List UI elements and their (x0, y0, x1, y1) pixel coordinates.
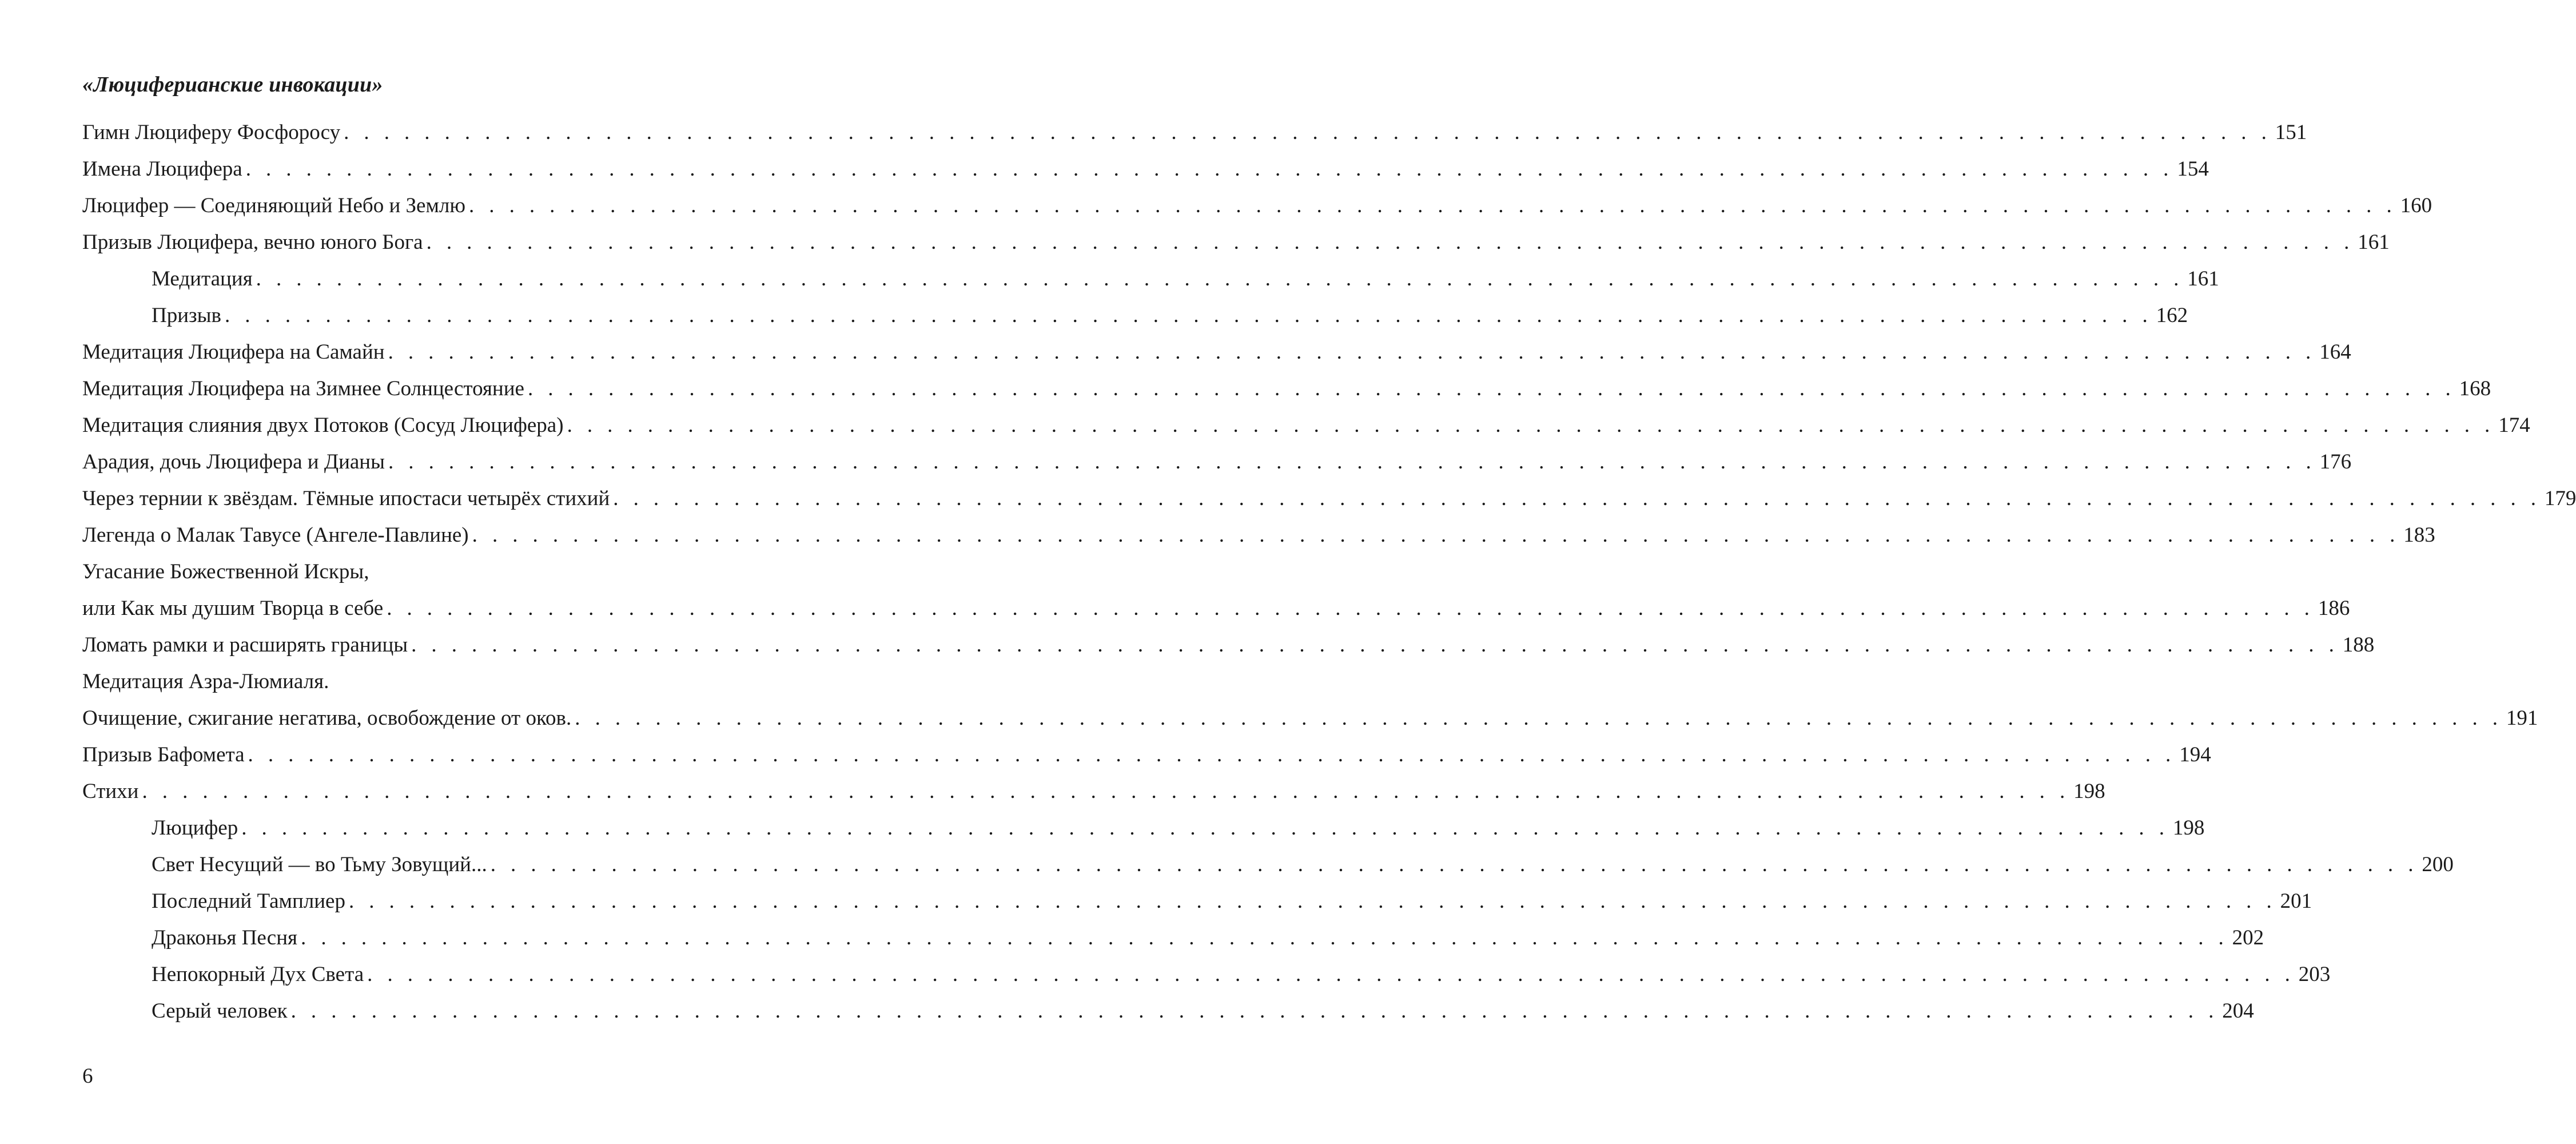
toc-entry-page: 174 (2498, 414, 2530, 437)
dot-leader: . . . . . . . . . . . . . . . . . . . . . . . . . . . . . . . . . . . . . . . . . . . . . . . . . . . . . . . . . . . . . . . . . . . . . . . . . . . . . . . . . . . . . . . . . . . . . . . . (241, 816, 2169, 840)
dot-leader: . . . . . . . . . . . . . . . . . . . . . . . . . . . . . . . . . . . . . . . . . . . . . . . . . . . . . . . . . . . . . . . . . . . . . . . . . . . . . . . . . . . . . . . . . . . . . . . . (348, 889, 2277, 913)
dot-leader: . . . . . . . . . . . . . . . . . . . . . . . . . . . . . . . . . . . . . . . . . . . . . . . . . . . . . . . . . . . . . . . . . . . . . . . . . . . . . . . . . . . . . . . . . . . . . . . . (344, 121, 2272, 144)
toc-entry-title: Гимн Люциферу Фосфоросу (82, 121, 341, 144)
toc-entry-page: 176 (2319, 450, 2352, 474)
toc-subentry (82, 297, 2188, 334)
dot-leader: . . . . . . . . . . . . . . . . . . . . . . . . . . . . . . . . . . . . . . . . . . . . . . . . . . . . . . . . . . . . . . . . . . . . . . . . . . . . . . . . . . . . . . . . . . . . . . . . (472, 523, 2400, 547)
toc-entry-page: 194 (2179, 743, 2211, 766)
toc-entry (82, 627, 2375, 664)
toc-entry-title: Легенда о Малак Тавусе (Ангеле-Павлине) (82, 523, 469, 547)
toc-subentry (82, 810, 2205, 847)
dot-leader: . . . . . . . . . . . . . . . . . . . . . . . . . . . . . . . . . . . . . . . . . . . . . . . . . . . . . . . . . . . . . . . . . . . . . . . . . . . . . . . . . . . . . . . . . . . . . . . . (256, 267, 2184, 291)
dot-leader: . . . . . . . . . . . . . . . . . . . . . . . . . . . . . . . . . . . . . . . . . . . . . . . . . . . . . . . . . . . . . . . . . . . . . . . . . . . . . . . . . . . . . . . . . . . . . . . . (388, 450, 2316, 474)
toc-entry-page: 198 (2073, 780, 2105, 803)
dot-leader: . . . . . . . . . . . . . . . . . . . . . . . . . . . . . . . . . . . . . . . . . . . . . . . . . . . . . . . . . . . . . . . . . . . . . . . . . . . . . . . . . . . . . . . . . . . . . . . . (490, 853, 2418, 876)
toc-entry-page: 200 (2422, 853, 2454, 876)
toc-entry (82, 700, 2538, 737)
toc-entry-page: 168 (2459, 377, 2491, 400)
toc-entry (82, 737, 2211, 773)
toc-subentry (82, 993, 2254, 1030)
toc-entry (82, 773, 2105, 810)
toc-entry (82, 590, 2350, 627)
toc-entry-title: Непокорный Дух Света (152, 963, 364, 986)
dot-leader: . . . . . . . . . . . . . . . . . . . . . . . . . . . . . . . . . . . . . . . . . . . . . . . . . . . . . . . . . . . . . . . . . . . . . . . . . . . . . . . . . . . . . . . . . . . . . . . . (248, 743, 2176, 766)
toc-entry-page: 151 (2275, 121, 2307, 144)
toc-entry (82, 371, 2491, 407)
toc-entry-title: Арадия, дочь Люцифера и Дианы (82, 450, 385, 474)
toc-entry-title: Медитация Азра-Люмиаля. (82, 670, 329, 693)
toc-entry-page: 162 (2156, 304, 2188, 327)
dot-leader: . . . . . . . . . . . . . . . . . . . . . . . . . . . . . . . . . . . . . . . . . . . . . . . . . . . . . . . . . . . . . . . . . . . . . . . . . . . . . . . . . . . . . . . . . . . . . . . . (411, 633, 2339, 657)
toc-entry-page: 204 (2222, 999, 2254, 1023)
toc-entry-title: Призыв (152, 304, 221, 327)
toc-entry (82, 334, 2351, 371)
toc-subentry (82, 847, 2454, 883)
toc-entry-title: Призыв Бафомета (82, 743, 245, 766)
toc-entry-title: Медитация слияния двух Потоков (Сосуд Люцифера) (82, 414, 564, 437)
toc-entry-first-line (82, 664, 724, 700)
dot-leader: . . . . . . . . . . . . . . . . . . . . . . . . . . . . . . . . . . . . . . . . . . . . . . . . . . . . . . . . . . . . . . . . . . . . . . . . . . . . . . . . . . . . . . . . . . . . . . . . (575, 706, 2503, 730)
dot-leader: . . . . . . . . . . . . . . . . . . . . . . . . . . . . . . . . . . . . . . . . . . . . . . . . . . . . . . . . . . . . . . . . . . . . . . . . . . . . . . . . . . . . . . . . . . . . . . . . (301, 926, 2229, 950)
toc-entry-page: 179 (2544, 487, 2576, 510)
toc-entry-page: 154 (2177, 157, 2209, 181)
toc-entry-title: Люцифер — Соединяющий Небо и Землю (82, 194, 465, 217)
toc-entry (82, 444, 2352, 480)
table-of-contents (82, 114, 2576, 1030)
toc-entry-title: Последний Тамплиер (152, 889, 345, 913)
toc-entry-title: Драконья Песня (152, 926, 298, 950)
toc-entry (82, 480, 2576, 517)
toc-entry-title: Серый человек (152, 999, 288, 1023)
toc-entry-title: Имена Люцифера (82, 157, 242, 181)
toc-subentry (82, 883, 2312, 920)
dot-leader: . . . . . . . . . . . . . . . . . . . . . . . . . . . . . . . . . . . . . . . . . . . . . . . . . . . . . . . . . . . . . . . . . . . . . . . . . . . . . . . . . . . . . . . . . . . . . . . . (426, 231, 2354, 254)
toc-entry-first-line (82, 554, 724, 590)
toc-entry-title: Медитация (152, 267, 253, 291)
toc-entry-title: или Как мы душим Творца в себе (82, 597, 384, 620)
toc-entry-page: 161 (2187, 267, 2219, 291)
toc-subentry (82, 920, 2264, 956)
page-number: 6 (82, 1064, 93, 1088)
toc-entry-page: 203 (2298, 963, 2331, 986)
toc-entry-page: 198 (2172, 816, 2205, 840)
toc-entry-page: 201 (2280, 889, 2312, 913)
dot-leader: . . . . . . . . . . . . . . . . . . . . . . . . . . . . . . . . . . . . . . . . . . . . . . . . . . . . . . . . . . . . . . . . . . . . . . . . . . . . . . . . . . . . . . . . . . . . . . . . (142, 780, 2070, 803)
toc-entry (82, 114, 2307, 151)
toc-entry (82, 224, 2390, 261)
toc-entry-page: 164 (2319, 340, 2351, 364)
dot-leader: . . . . . . . . . . . . . . . . . . . . . . . . . . . . . . . . . . . . . . . . . . . . . . . . . . . . . . . . . . . . . . . . . . . . . . . . . . . . . . . . . . . . . . . . . . . . . . . . (388, 340, 2316, 364)
toc-entry (82, 188, 2432, 224)
toc-entry-page: 183 (2403, 523, 2435, 547)
toc-entry-title: Угасание Божественной Искры, (82, 560, 369, 583)
toc-entry (82, 517, 2435, 554)
section-title: «Люциферианские инвокации» (82, 73, 383, 97)
toc-entry-page: 191 (2506, 706, 2538, 730)
toc-entry-title: Стихи (82, 780, 139, 803)
dot-leader: . . . . . . . . . . . . . . . . . . . . . . . . . . . . . . . . . . . . . . . . . . . . . . . . . . . . . . . . . . . . . . . . . . . . . . . . . . . . . . . . . . . . . . . . . . . . . . . . (387, 597, 2315, 620)
dot-leader: . . . . . . . . . . . . . . . . . . . . . . . . . . . . . . . . . . . . . . . . . . . . . . . . . . . . . . . . . . . . . . . . . . . . . . . . . . . . . . . . . . . . . . . . . . . . . . . . (527, 377, 2456, 400)
dot-leader: . . . . . . . . . . . . . . . . . . . . . . . . . . . . . . . . . . . . . . . . . . . . . . . . . . . . . . . . . . . . . . . . . . . . . . . . . . . . . . . . . . . . . . . . . . . . . . . . (245, 157, 2173, 181)
toc-entry (82, 151, 2209, 188)
dot-leader: . . . . . . . . . . . . . . . . . . . . . . . . . . . . . . . . . . . . . . . . . . . . . . . . . . . . . . . . . . . . . . . . . . . . . . . . . . . . . . . . . . . . . . . . . . . . . . . . (224, 304, 2153, 327)
toc-entry-title: Медитация Люцифера на Самайн (82, 340, 385, 364)
toc-entry-page: 186 (2318, 597, 2350, 620)
toc-entry-title: Призыв Люцифера, вечно юного Бога (82, 231, 423, 254)
toc-subentry (82, 956, 2331, 993)
toc-entry (82, 407, 2530, 444)
toc-entry-page: 161 (2358, 231, 2390, 254)
toc-entry-title: Через тернии к звёздам. Тёмные ипостаси четырёх стихий (82, 487, 610, 510)
dot-leader: . . . . . . . . . . . . . . . . . . . . . . . . . . . . . . . . . . . . . . . . . . . . . . . . . . . . . . . . . . . . . . . . . . . . . . . . . . . . . . . . . . . . . . . . . . . . . . . . (290, 999, 2219, 1023)
dot-leader: . . . . . . . . . . . . . . . . . . . . . . . . . . . . . . . . . . . . . . . . . . . . . . . . . . . . . . . . . . . . . . . . . . . . . . . . . . . . . . . . . . . . . . . . . . . . . . . . (567, 414, 2495, 437)
toc-entry-page: 188 (2342, 633, 2375, 657)
toc-subentry (82, 261, 2219, 297)
dot-leader: . . . . . . . . . . . . . . . . . . . . . . . . . . . . . . . . . . . . . . . . . . . . . . . . . . . . . . . . . . . . . . . . . . . . . . . . . . . . . . . . . . . . . . . . . . . . . . . . (468, 194, 2397, 217)
toc-entry-page: 160 (2400, 194, 2432, 217)
toc-entry-page: 202 (2232, 926, 2264, 950)
toc-entry-title: Люцифер (152, 816, 238, 840)
dot-leader: . . . . . . . . . . . . . . . . . . . . . . . . . . . . . . . . . . . . . . . . . . . . . . . . . . . . . . . . . . . . . . . . . . . . . . . . . . . . . . . . . . . . . . . . . . . . . . . . (367, 963, 2295, 986)
toc-entry-title: Свет Несущий — во Тьму Зовущий... (152, 853, 487, 876)
dot-leader: . . . . . . . . . . . . . . . . . . . . . . . . . . . . . . . . . . . . . . . . . . . . . . . . . . . . . . . . . . . . . . . . . . . . . . . . . . . . . . . . . . . . . . . . . . . . . . . . (613, 487, 2541, 510)
toc-entry-title: Очищение, сжигание негатива, освобождение от оков. (82, 706, 572, 730)
toc-entry-title: Медитация Люцифера на Зимнее Солнцестояние (82, 377, 524, 400)
toc-entry-title: Ломать рамки и расширять границы (82, 633, 408, 657)
